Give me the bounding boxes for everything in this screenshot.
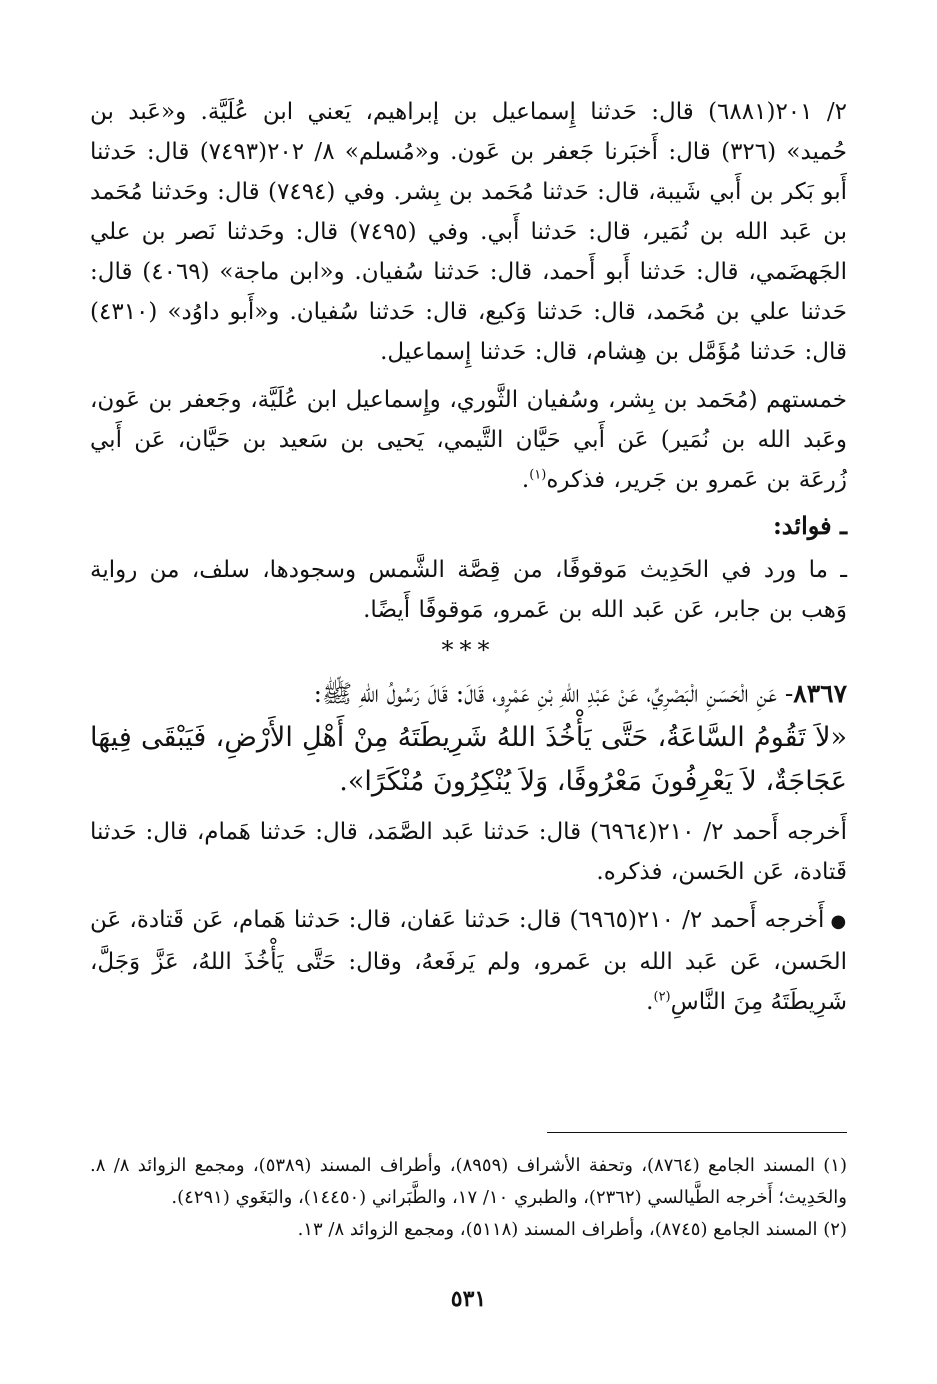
- takhrij-ahmad-1: أَخرجه أَحمد ٢/ ٢١٠(٦٩٦٤) قال: حَدثنا عَبد الصَّمَد، قال: حَدثنا هَمام، قال: حَدثنا قَتادة، عَن الحَسن، فذكره.: [90, 819, 847, 885]
- section-separator: ***: [441, 636, 496, 664]
- footnote-ref-2[interactable]: (٢): [653, 989, 671, 1005]
- page-number: ٥٣١: [450, 1286, 487, 1312]
- page-body: [90, 92, 847, 1022]
- footnote-ref-1[interactable]: (١): [529, 467, 547, 483]
- footnote-2: (٢) المسند الجامع (٨٧٤٥)، وأطراف المسند (٥١١٨)، ومجمع الزوائد ٨/ ١٣.: [297, 1219, 847, 1240]
- takhrij-ahmad-2: ●أَخرجه أَحمد ٢/ ٢١٠(٦٩٦٥) قال: حَدثنا عَفان، قال: حَدثنا هَمام، عَن قَتادة، عَن الحَسن، عَن عَبد الله بن عَمرو، ولم يَرفَعهُ، وقال: حَتَّى يَأْخُذَ اللهُ، عَزَّ وَجَلَّ، شَرِيطَتَهُ مِنَ النَّاسِ$^{(٢)}$.: [90, 907, 847, 1015]
- benefits-paragraph: ـ ما ورد في الحَدِيث مَوقوفًا، من قِصَّة الشَّمس وسجودها، سلف، من رواية وَهب بن جابر، عَن عَبد الله بن عَمرو، مَوقوفًا أَيضًا.: [90, 557, 847, 623]
- isnad-summary-text: خمستهم (مُحَمد بن بِشر، وسُفيان الثَّوري، وإِسماعيل ابن عُلَيَّة، وجَعفر بن عَون، وعَبد الله بن نُمَير) عَن أَبي حَيَّان التَّيمي، يَحيى بن سَعيد بن حَيَّان، عَن أَبي زُرعَة بن عَمرو بن جَرير، فذكره: [90, 387, 847, 493]
- hadith-matn: «لاَ تَقُومُ السَّاعَةُ، حَتَّى يَأْخُذَ اللهُ شَرِيطَتَهُ مِنْ أَهْلِ الأَرْضِ، فَيَبْقَى فِيهَا عَجَاجَةٌ، لاَ يَعْرِفُونَ مَعْرُوفًا، وَلاَ يُنْكِرُونَ مُنْكَرًا».: [90, 722, 847, 797]
- footnotes-section: [90, 1150, 847, 1246]
- footnote-1: (١) المسند الجامع (٨٧٦٤)، وتحفة الأشراف (٨٩٥٩)، وأطراف المسند (٥٣٨٩)، ومجمع الزوائد ٨/ ٨. والحَدِيث؛ أَخرجه الطَّيالسي (٢٣٦٢)، والطبري ١٠/ ١٧، والطَّبَراني (١٤٤٥٠)، والبَغَوي (٤٢٩١).: [90, 1155, 847, 1208]
- isnad-summary-paragraph: خمستهم (مُحَمد بن بِشر، وسُفيان الثَّوري، وإِسماعيل ابن عُلَيَّة، وجَعفر بن عَون، وعَبد الله بن نُمَير) عَن أَبي حَيَّان التَّيمي، يَحيى بن سَعيد بن حَيَّان، عَن أَبي زُرعَة بن عَمرو بن جَرير، فذكره$^{(١)}$.: [90, 387, 847, 493]
- takhrij-ahmad-2-text: أَخرجه أَحمد ٢/ ٢١٠(٦٩٦٥) قال: حَدثنا عَفان، قال: حَدثنا هَمام، عَن قَتادة، عَن الحَسن، عَن عَبد الله بن عَمرو، ولم يَرفَعهُ، وقال: حَتَّى يَأْخُذَ اللهُ، عَزَّ وَجَلَّ، شَرِيطَتَهُ مِنَ النَّاسِ: [90, 907, 847, 1015]
- hadith-isnad: - عَنِ الْحَسَنِ الْبَصْرِيِّ، عَنْ عَبْدِ اللهِ بْنِ عَمْرٍو، قَالَ: قَالَ رَسُولُ اللهِ ﷺ:: [313, 679, 794, 708]
- takhrij-paragraph: ٢/ ٢٠١(٦٨٨١) قال: حَدثنا إِسماعيل بن إبراهيم، يَعني ابن عُلَيَّة. و«عَبد بن حُميد» (٣٢٦) قال: أَخبَرنا جَعفر بن عَون. و«مُسلم» ٨/ ٢٠٢(٧٤٩٣) قال: حَدثنا أَبو بَكر بن أَبي شَيبة، قال: حَدثنا مُحَمد بن بِشر. وفي (٧٤٩٤) قال: وحَدثنا مُحَمد بن عَبد الله بن نُمَير، قال: حَدثنا أَبي. وفي (٧٤٩٥) قال: وحَدثنا نَصر بن علي الجَهضَمي، قال: حَدثنا أَبو أَحمد، قال: حَدثنا سُفيان. و«ابن ماجة» (٤٠٦٩) قال: حَدثنا علي بن مُحَمد، قال: حَدثنا وَكيع، قال: حَدثنا سُفيان. و«أَبو داوُد» (٤٣١٠) قال: حَدثنا مُؤَمَّل بن هِشام، قال: حَدثنا إِسماعيل.: [90, 99, 847, 365]
- bullet-icon: ●: [830, 911, 847, 932]
- hadith-header: [90, 672, 847, 716]
- benefits-heading: ـ فوائد:: [772, 511, 847, 540]
- hadith-number: ٨٣٦٧: [793, 679, 847, 708]
- footnote-divider: [547, 1132, 847, 1133]
